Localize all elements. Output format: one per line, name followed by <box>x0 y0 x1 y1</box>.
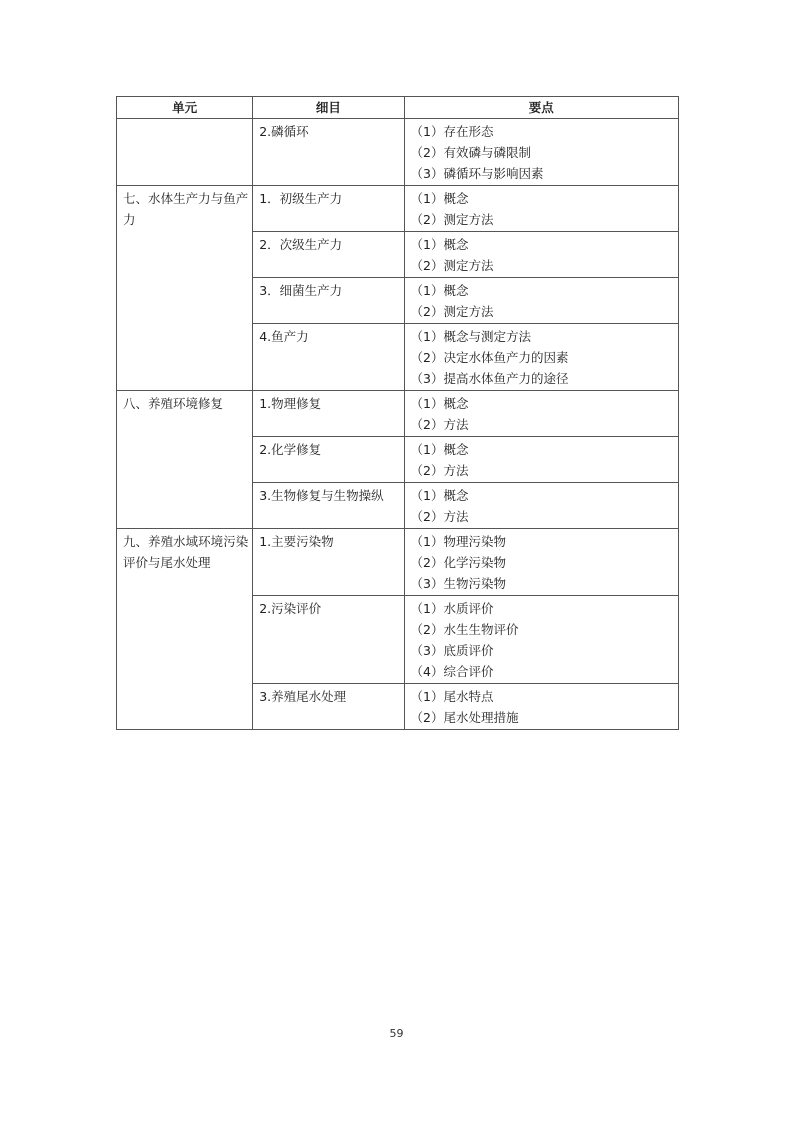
point-item: （1）概念 <box>410 488 469 503</box>
table-row <box>117 391 679 437</box>
point-item: （2）有效磷与磷限制 <box>410 145 531 160</box>
points-cell <box>404 684 679 730</box>
point-item: （2）水生生物评价 <box>410 622 519 637</box>
point-item: （1）概念 <box>410 191 469 206</box>
detail-cell: 2.化学修复 <box>253 437 404 483</box>
detail-cell: 3.生物修复与生物操纵 <box>253 483 404 529</box>
point-item: （1）物理污染物 <box>410 534 506 549</box>
detail-cell: 1．初级生产力 <box>253 186 404 232</box>
detail-cell: 2.磷循环 <box>253 119 404 186</box>
point-item: （1）概念 <box>410 442 469 457</box>
header-detail: 细目 <box>253 97 404 119</box>
detail-cell: 1.主要污染物 <box>253 529 404 596</box>
point-item: （2）化学污染物 <box>410 555 506 570</box>
point-item: （2）尾水处理措施 <box>410 710 519 725</box>
point-item: （1）概念与测定方法 <box>410 329 531 344</box>
point-item: （1）尾水特点 <box>410 689 494 704</box>
point-item: （2）方法 <box>410 417 469 432</box>
unit-cell: 七、水体生产力与鱼产力 <box>117 186 253 391</box>
detail-cell: 3.养殖尾水处理 <box>253 684 404 730</box>
unit-cell <box>117 119 253 186</box>
syllabus-table <box>116 96 679 730</box>
points-cell <box>404 391 679 437</box>
table-row <box>117 119 679 186</box>
point-item: （2）决定水体鱼产力的因素 <box>410 350 569 365</box>
table-row <box>117 529 679 596</box>
point-item: （3）底质评价 <box>410 643 494 658</box>
unit-cell: 八、养殖环境修复 <box>117 391 253 529</box>
page-number: 59 <box>389 1027 404 1040</box>
table-body <box>117 119 679 730</box>
detail-cell: 4.鱼产力 <box>253 324 404 391</box>
point-item: （1）概念 <box>410 283 469 298</box>
point-item: （1）水质评价 <box>410 601 494 616</box>
point-item: （4）综合评价 <box>410 664 494 679</box>
point-item: （1）存在形态 <box>410 124 494 139</box>
points-cell <box>404 483 679 529</box>
points-cell <box>404 596 679 684</box>
points-cell <box>404 437 679 483</box>
point-item: （2）测定方法 <box>410 258 494 273</box>
point-item: （2）方法 <box>410 509 469 524</box>
detail-cell: 3．细菌生产力 <box>253 278 404 324</box>
header-points: 要点 <box>404 97 679 119</box>
unit-cell: 九、养殖水域环境污染评价与尾水处理 <box>117 529 253 730</box>
point-item: （2）测定方法 <box>410 304 494 319</box>
detail-cell: 1.物理修复 <box>253 391 404 437</box>
detail-cell: 2.污染评价 <box>253 596 404 684</box>
table-header-row <box>117 97 679 119</box>
header-unit: 单元 <box>117 97 253 119</box>
points-cell <box>404 232 679 278</box>
points-cell <box>404 529 679 596</box>
point-item: （2）测定方法 <box>410 212 494 227</box>
point-item: （3）生物污染物 <box>410 576 506 591</box>
table-row <box>117 186 679 232</box>
point-item: （3）提高水体鱼产力的途径 <box>410 371 569 386</box>
point-item: （1）概念 <box>410 237 469 252</box>
points-cell <box>404 278 679 324</box>
point-item: （2）方法 <box>410 463 469 478</box>
points-cell <box>404 119 679 186</box>
point-item: （1）概念 <box>410 396 469 411</box>
detail-cell: 2．次级生产力 <box>253 232 404 278</box>
points-cell <box>404 186 679 232</box>
point-item: （3）磷循环与影响因素 <box>410 166 544 181</box>
points-cell <box>404 324 679 391</box>
